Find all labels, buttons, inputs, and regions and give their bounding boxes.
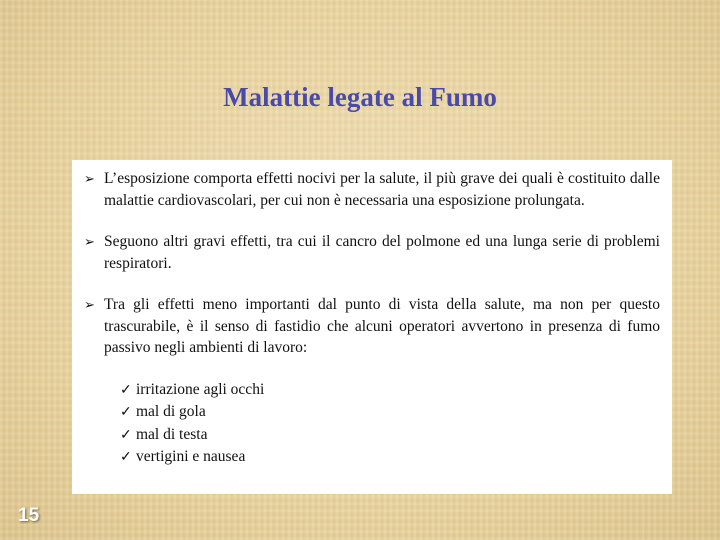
- checklist-item-label: irritazione agli occhi: [136, 380, 265, 398]
- checklist-item-label: vertigini e nausea: [136, 448, 246, 465]
- checklist-item: [120, 401, 660, 424]
- checklist-item-label: mal di gola: [136, 403, 206, 420]
- slide-title: Malattie legate al Fumo: [223, 82, 497, 112]
- arrow-bullet-icon: ➢: [84, 171, 95, 186]
- symptom-checklist: [84, 379, 660, 469]
- bullet-item: [84, 231, 660, 274]
- slide-number: 15: [18, 505, 40, 526]
- checkmark-icon: ✓: [120, 405, 132, 420]
- arrow-bullet-icon: ➢: [84, 297, 95, 312]
- content-box: [72, 160, 672, 494]
- bullet-item: [84, 168, 660, 211]
- checklist-item: [120, 446, 660, 469]
- bullet-text: L’esposizione comporta effetti nocivi per la salute, il più grave dei quali è costituito dalle malattie cardiovascolari, per cui non è necessaria una esposizione prolungata.: [104, 170, 660, 209]
- checklist-item-label: mal di testa: [136, 425, 208, 443]
- bullet-text: Seguono altri gravi effetti, tra cui il cancro del polmone ed una lunga serie di problemi respiratori.: [104, 233, 660, 272]
- checkmark-icon: ✓: [120, 382, 132, 398]
- checklist-item: [120, 379, 660, 402]
- bullet-text: Tra gli effetti meno importanti dal punto di vista della salute, ma non per questo trascurabile, è il senso di fastidio che alcuni operatori avvertono in presenza di fumo passivo negli ambienti di lavoro:: [104, 296, 660, 356]
- checklist-item: [120, 424, 660, 447]
- bullet-item: [84, 294, 660, 359]
- arrow-bullet-icon: ➢: [84, 234, 95, 249]
- checkmark-icon: ✓: [120, 427, 132, 443]
- checkmark-icon: ✓: [120, 450, 132, 465]
